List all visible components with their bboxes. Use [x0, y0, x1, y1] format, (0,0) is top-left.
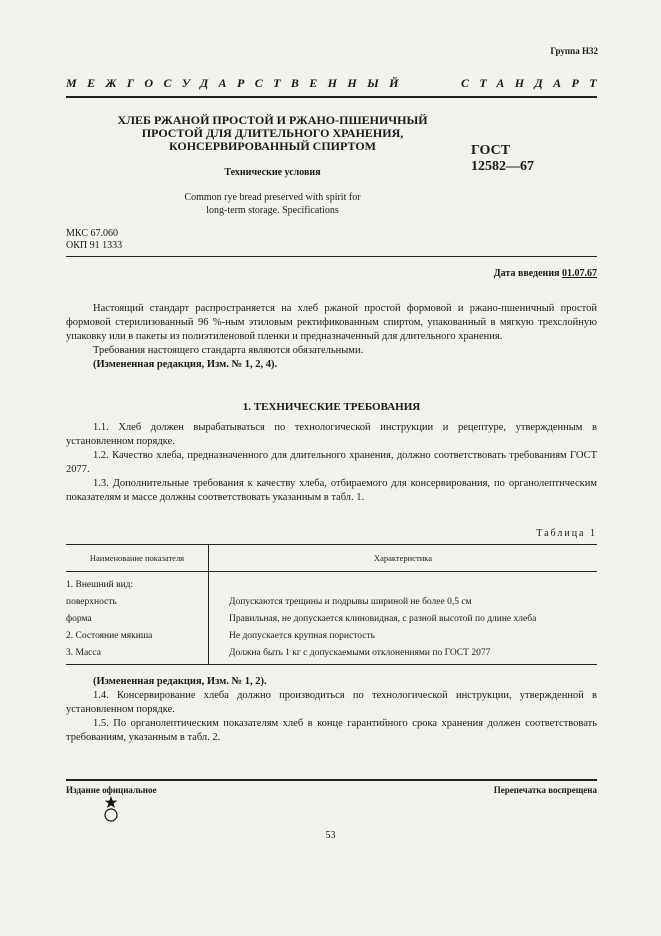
official-edition-label: Издание официальное — [66, 785, 157, 795]
title-line: КОНСЕРВИРОВАННЫЙ СПИРТОМ — [168, 139, 377, 153]
gost-label: ГОСТ — [471, 143, 511, 158]
star-circle-icon — [100, 796, 122, 822]
document-title — [100, 114, 445, 153]
table-cell: 3. Масса — [66, 644, 209, 665]
title-line: ПРОСТОЙ ДЛЯ ДЛИТЕЛЬНОГО ХРАНЕНИЯ, — [141, 126, 404, 140]
date-value: 01.07.67 — [562, 268, 597, 279]
amendment-note: (Измененная редакция, Изм. № 1, 2). — [93, 676, 267, 687]
table-cell: Допускаются трещины и подрывы шириной не более 0,5 см — [229, 596, 472, 607]
top-rule — [66, 96, 597, 98]
table-cell: Правильная, не допускается клиновидная, с разной высотой по длине хлеба — [229, 613, 537, 624]
table-cell — [209, 572, 598, 594]
interstate-word: МЕЖГОСУДАРСТВЕННЫЙ — [66, 76, 409, 90]
requirements-table — [66, 544, 597, 665]
section1-text — [66, 421, 597, 505]
table-row — [66, 644, 597, 665]
mks-code: МКС 67.060 — [66, 228, 118, 239]
table-cell: 1. Внешний вид: — [66, 572, 209, 594]
paragraph: Требования настоящего стандарта являются обязательными. — [93, 345, 364, 356]
standard-word: СТАНДАРТ — [461, 76, 607, 90]
paragraph: 1.3. Дополнительные требования к качеству хлеба, отбираемого для консервирования, по органолептическим показателям и массе должны соответствовать указанным в табл. 1. — [66, 478, 597, 503]
after-table-text — [66, 675, 597, 745]
table-cell: Должна быть 1 кг с допускаемыми отклонениями по ГОСТ 2077 — [209, 644, 598, 665]
table-cell: поверхность — [66, 593, 209, 610]
gost-number: 12582—67 — [471, 159, 534, 174]
column-header: Наименование показателя — [66, 545, 209, 572]
okp-code: ОКП 91 1333 — [66, 240, 123, 251]
paragraph: 1.1. Хлеб должен вырабатываться по технологической инструкции и рецептуре, утвержденным в установленном порядке. — [66, 422, 597, 447]
gost-designation — [471, 143, 534, 175]
table-cell: 2. Состояние мякиша — [66, 627, 209, 644]
table-row — [66, 572, 597, 594]
intro-text — [66, 302, 597, 372]
paragraph: 1.5. По органолептическим показателям хлеб в конце гарантийного срока хранения должен соответствовать требованиям, указанным в табл. 2. — [66, 718, 597, 743]
paragraph: Настоящий стандарт распространяется на хлеб ржаной простой формовой и ржано-пшеничный простой формовой стерилизованный 96 %-ным этиловым ректификованным спиртом, упакованный в мягкую трехслойную упаковку или в пакеты из полиэтиленовой пленки и предназначенный для длительного хранения. — [66, 303, 597, 342]
amendment-note: (Измененная редакция, Изм. № 1, 2, 4). — [93, 359, 278, 370]
table-header-row — [66, 545, 597, 572]
group-code: Группа Н32 — [550, 46, 598, 56]
interstate-standard-heading — [66, 76, 607, 91]
header-rule — [66, 256, 597, 257]
classification-codes — [66, 228, 122, 252]
table-cell: Не допускается крупная пористость — [229, 630, 375, 641]
table-row — [66, 610, 597, 627]
english-title-line: long-term storage. Specifications — [206, 205, 339, 216]
section-heading: 1. ТЕХНИЧЕСКИЕ ТРЕБОВАНИЯ — [242, 401, 421, 413]
page-number: 53 — [325, 830, 336, 841]
footer-rule — [66, 779, 597, 781]
english-title — [100, 191, 445, 217]
paragraph: 1.2. Качество хлеба, предназначенного для длительного хранения, должно соответствовать требованиям ГОСТ 2077. — [66, 450, 597, 475]
title-line: ХЛЕБ РЖАНОЙ ПРОСТОЙ И РЖАНО-ПШЕНИЧНЫЙ — [117, 113, 428, 127]
table-row — [66, 593, 597, 610]
reprint-prohibited-label: Перепечатка воспрещена — [493, 785, 597, 795]
english-title-line: Common rye bread preserved with spirit for — [184, 192, 361, 203]
paragraph: 1.4. Консервирование хлеба должно производиться по технологической инструкции, утвержденной в установленном порядке. — [66, 690, 597, 715]
introduction-date — [494, 268, 597, 279]
date-label: Дата введения — [493, 268, 560, 279]
table-cell: форма — [66, 610, 209, 627]
column-header: Характеристика — [209, 545, 598, 572]
document-subtitle: Технические условия — [224, 167, 321, 178]
table-caption: Таблица 1 — [536, 528, 597, 539]
table-row — [66, 627, 597, 644]
